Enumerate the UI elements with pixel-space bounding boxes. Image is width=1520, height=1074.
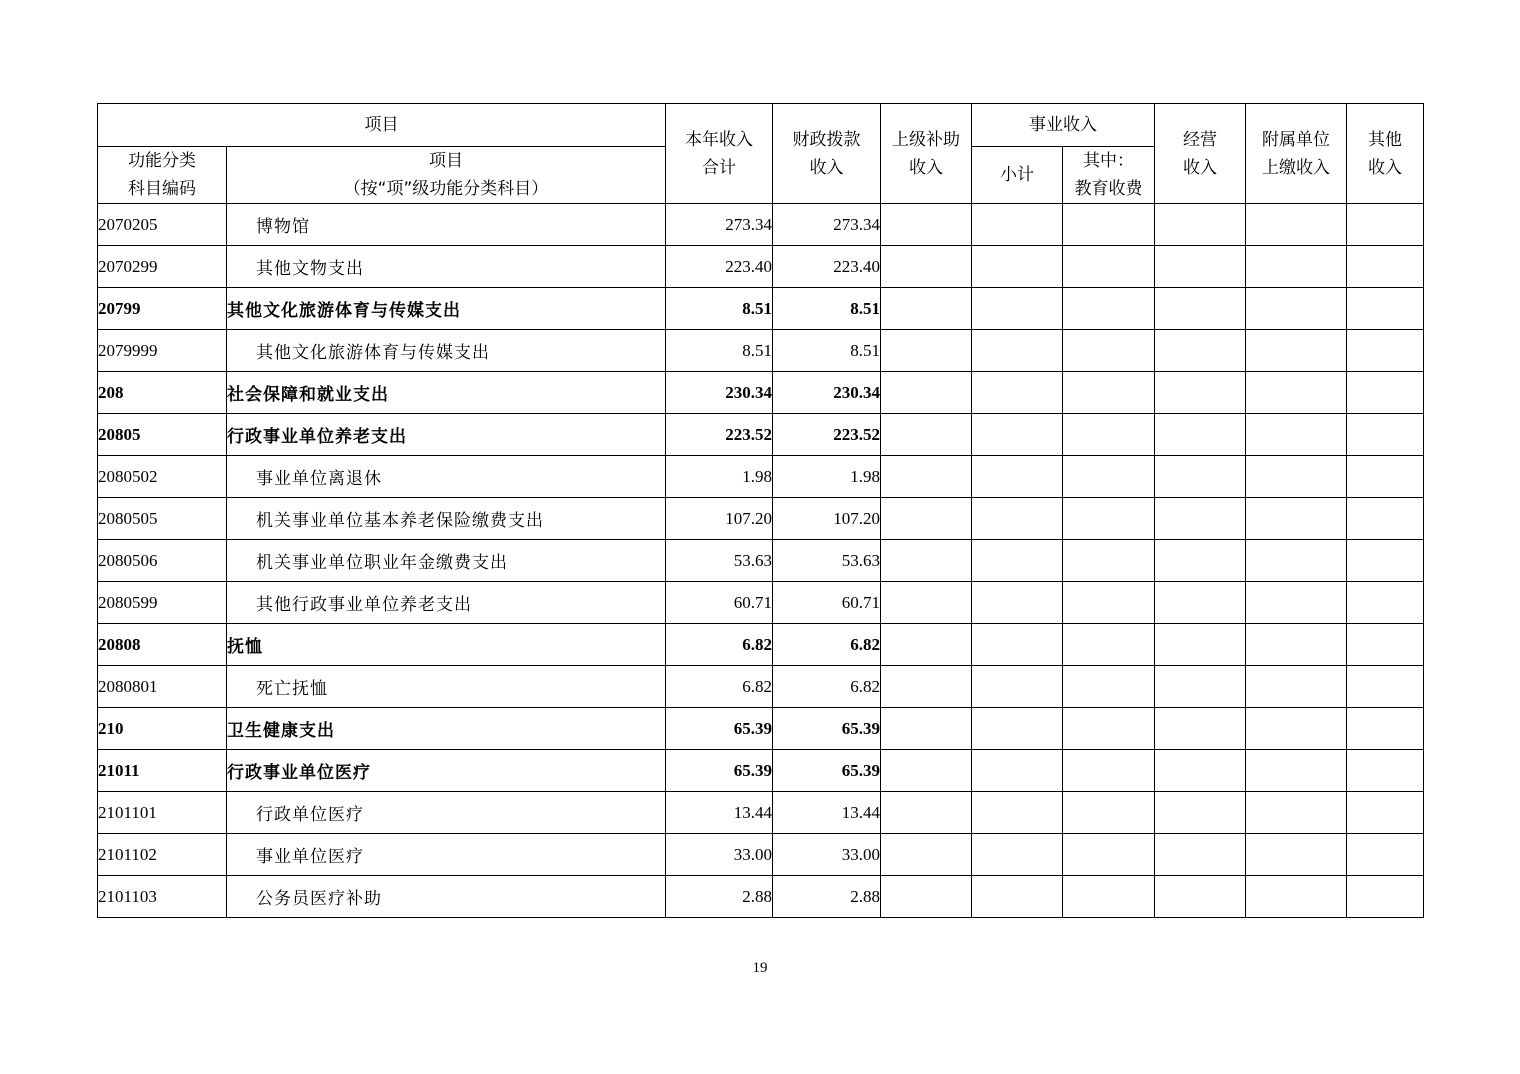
row-total: 65.39 (666, 750, 773, 792)
row-name: 博物馆 (227, 204, 666, 246)
row-code: 2080801 (98, 666, 227, 708)
row-total: 8.51 (666, 288, 773, 330)
header-code: 功能分类 科目编码 (98, 147, 227, 204)
row-name: 社会保障和就业支出 (227, 372, 666, 414)
row-code: 2070299 (98, 246, 227, 288)
row-fiscal: 6.82 (773, 666, 881, 708)
row-total: 1.98 (666, 456, 773, 498)
table-row (98, 540, 1424, 582)
row-total: 223.52 (666, 414, 773, 456)
row-fiscal: 107.20 (773, 498, 881, 540)
row-name: 行政事业单位医疗 (227, 750, 666, 792)
row-total: 223.40 (666, 246, 773, 288)
row-name: 其他行政事业单位养老支出 (227, 582, 666, 624)
row-code: 2080506 (98, 540, 227, 582)
header-business: 事业收入 (972, 104, 1155, 147)
row-fiscal: 223.52 (773, 414, 881, 456)
row-fiscal: 6.82 (773, 624, 881, 666)
row-code: 2070205 (98, 204, 227, 246)
table-row (98, 498, 1424, 540)
row-total: 13.44 (666, 792, 773, 834)
table-row (98, 792, 1424, 834)
row-name: 行政事业单位养老支出 (227, 414, 666, 456)
row-fiscal: 223.40 (773, 246, 881, 288)
header-fiscal: 财政拨款 收入 (773, 104, 881, 204)
row-code: 2101103 (98, 876, 227, 918)
row-name: 抚恤 (227, 624, 666, 666)
row-name: 公务员医疗补助 (227, 876, 666, 918)
row-name: 其他文化旅游体育与传媒支出 (227, 330, 666, 372)
row-code: 20805 (98, 414, 227, 456)
row-fiscal: 33.00 (773, 834, 881, 876)
row-total: 65.39 (666, 708, 773, 750)
row-total: 33.00 (666, 834, 773, 876)
header-operating: 经营 收入 (1155, 104, 1246, 204)
table-row (98, 456, 1424, 498)
table-row (98, 414, 1424, 456)
header-project: 项目 (98, 104, 666, 147)
row-code: 2080599 (98, 582, 227, 624)
table-row (98, 750, 1424, 792)
table-row (98, 288, 1424, 330)
row-fiscal: 60.71 (773, 582, 881, 624)
table-row (98, 708, 1424, 750)
row-fiscal: 8.51 (773, 288, 881, 330)
row-code: 210 (98, 708, 227, 750)
row-fiscal: 65.39 (773, 750, 881, 792)
page-number: 19 (752, 960, 768, 976)
row-total: 107.20 (666, 498, 773, 540)
row-name: 死亡抚恤 (227, 666, 666, 708)
row-total: 2.88 (666, 876, 773, 918)
row-fiscal: 1.98 (773, 456, 881, 498)
row-name: 事业单位医疗 (227, 834, 666, 876)
row-code: 2080505 (98, 498, 227, 540)
row-code: 21011 (98, 750, 227, 792)
row-name: 行政单位医疗 (227, 792, 666, 834)
row-fiscal: 65.39 (773, 708, 881, 750)
row-fiscal: 53.63 (773, 540, 881, 582)
row-code: 2079999 (98, 330, 227, 372)
row-code: 2080502 (98, 456, 227, 498)
header-other: 其他 收入 (1347, 104, 1424, 204)
header-total: 本年收入 合计 (666, 104, 773, 204)
row-fiscal: 13.44 (773, 792, 881, 834)
header-edu-fee: 其中： 教育收费 (1063, 147, 1155, 204)
table-row (98, 666, 1424, 708)
row-fiscal: 230.34 (773, 372, 881, 414)
row-name: 卫生健康支出 (227, 708, 666, 750)
header-affiliate: 附属单位 上缴收入 (1246, 104, 1347, 204)
table-row (98, 372, 1424, 414)
table-row (98, 876, 1424, 918)
table-row (98, 624, 1424, 666)
row-fiscal: 8.51 (773, 330, 881, 372)
row-name: 其他文化旅游体育与传媒支出 (227, 288, 666, 330)
row-code: 20808 (98, 624, 227, 666)
row-total: 273.34 (666, 204, 773, 246)
row-name: 其他文物支出 (227, 246, 666, 288)
table-row (98, 330, 1424, 372)
row-fiscal: 273.34 (773, 204, 881, 246)
header-superior: 上级补助 收入 (881, 104, 972, 204)
header-name: 项目 （按“项”级功能分类科目） (227, 147, 666, 204)
row-code: 208 (98, 372, 227, 414)
row-total: 53.63 (666, 540, 773, 582)
table-row (98, 582, 1424, 624)
row-total: 6.82 (666, 624, 773, 666)
row-name: 机关事业单位职业年金缴费支出 (227, 540, 666, 582)
row-total: 6.82 (666, 666, 773, 708)
table-row (98, 204, 1424, 246)
row-code: 2101102 (98, 834, 227, 876)
row-total: 60.71 (666, 582, 773, 624)
table-row (98, 246, 1424, 288)
row-name: 事业单位离退休 (227, 456, 666, 498)
row-code: 20799 (98, 288, 227, 330)
row-code: 2101101 (98, 792, 227, 834)
row-total: 8.51 (666, 330, 773, 372)
header-subtotal: 小计 (972, 147, 1063, 204)
row-fiscal: 2.88 (773, 876, 881, 918)
row-name: 机关事业单位基本养老保险缴费支出 (227, 498, 666, 540)
row-total: 230.34 (666, 372, 773, 414)
income-table (97, 103, 1424, 918)
table-row (98, 834, 1424, 876)
